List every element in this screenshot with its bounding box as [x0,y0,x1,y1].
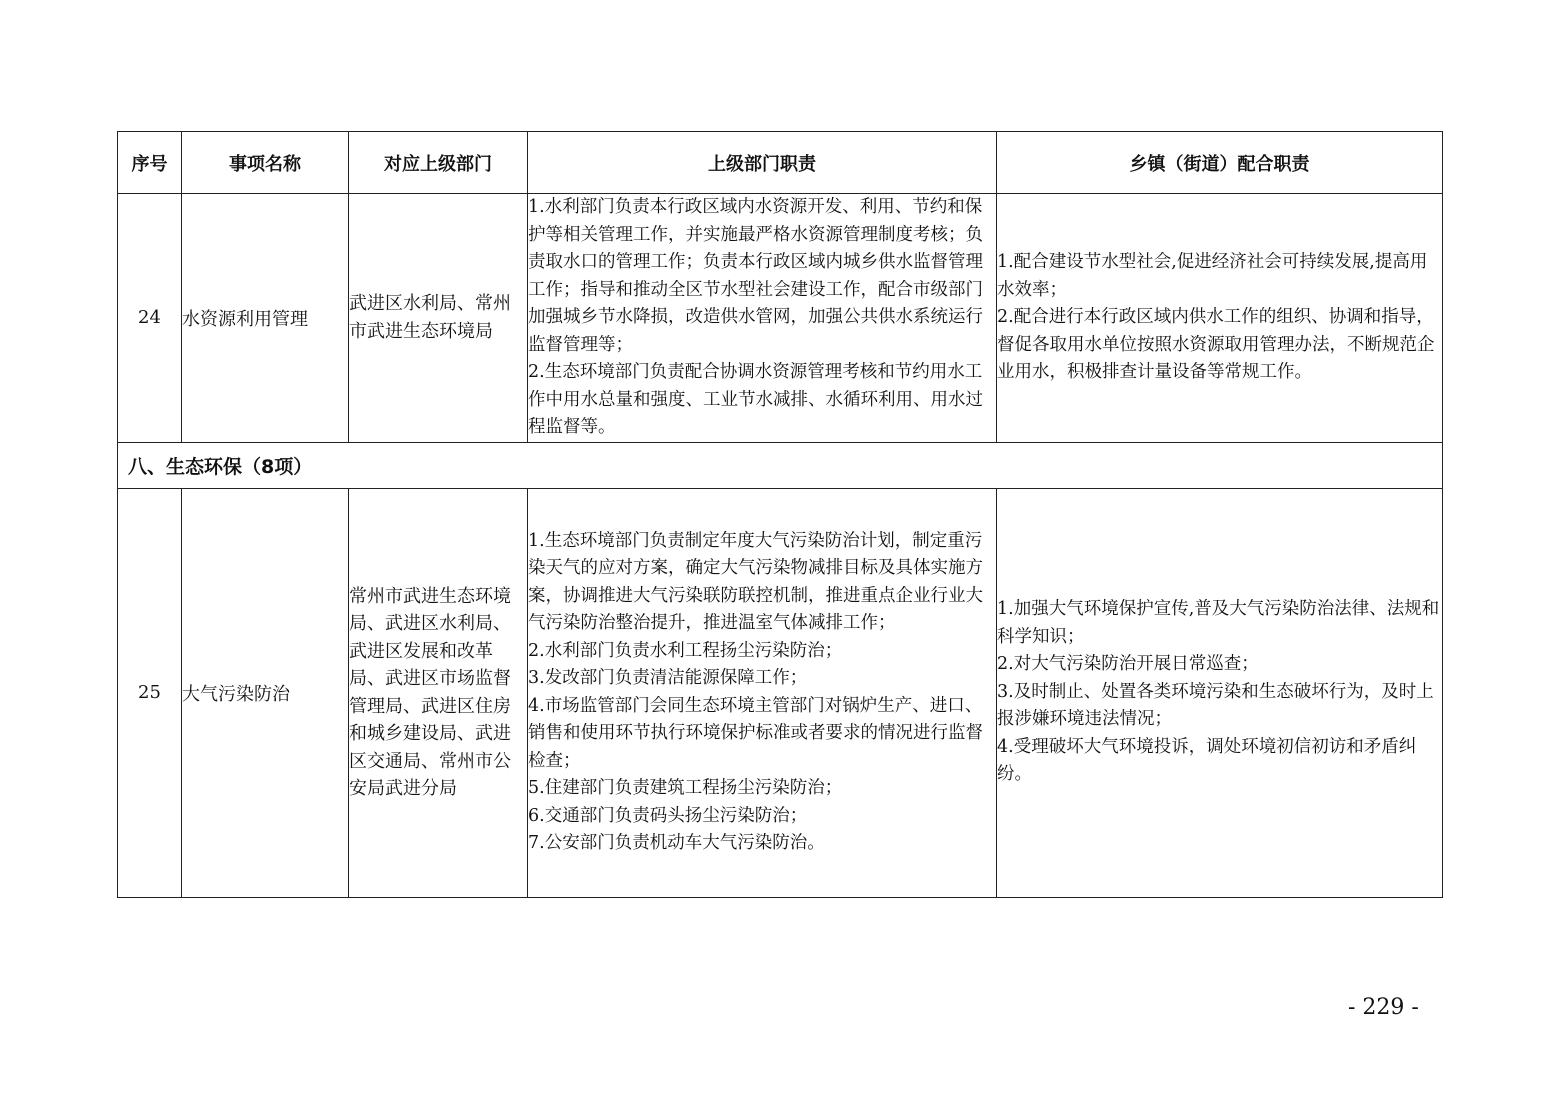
row-number: 25 [118,488,182,897]
row-number: 24 [118,194,182,443]
row-upper-dept: 常州市武进生态环境局、武进区水利局、武进区发展和改革局、武进区市场监督管理局、武进区住房和城乡建设局、武进区交通局、常州市公安局武进分局 [349,488,528,897]
duty-paragraph: 1.配合建设节水型社会,促进经济社会可持续发展,提高用水效率； [997,252,1428,300]
duty-paragraph: 2.配合进行本行政区域内供水工作的组织、协调和指导，督促各取用水单位按照水资源取用管理办法，不断规范企业用水，积极排查计量设备等常规工作。 [997,307,1435,382]
duty-paragraph: 2.水利部门负责水利工程扬尘污染防治； [528,640,843,661]
section-row [118,442,1443,488]
duty-paragraph: 5.住建部门负责建筑工程扬尘污染防治； [528,778,843,798]
duty-paragraph: 2.对大气污染防治开展日常巡查； [997,654,1259,675]
header-seq: 序号 [118,132,182,194]
row-town-duty [997,488,1443,897]
header-upper-dept: 对应上级部门 [349,132,528,194]
duty-paragraph: 6.交通部门负责码头扬尘污染防治； [528,805,808,826]
row-upper-dept: 武进区水利局、常州市武进生态环境局 [349,194,528,443]
row-upper-duty [528,194,997,443]
row-town-duty [997,194,1443,443]
duty-table [117,131,1443,898]
page-number: - 229 - [1348,995,1419,1020]
row-item-name: 大气污染防治 [182,488,349,897]
header-town-duty: 乡镇（街道）配合职责 [997,132,1443,194]
duty-paragraph: 1.加强大气环境保护宣传,普及大气污染防治法律、法规和科学知识； [997,599,1440,647]
table-header-row [118,132,1443,194]
duty-paragraph: 1.水利部门负责本行政区域内水资源开发、利用、节约和保护等相关管理工作，并实施最严格水资源管理制度考核；负责取水口的管理工作；负责本行政区域内城乡供水监督管理工作；指导和推动全区节水型社会建设工作，配合市级部门加强城乡节水降损，改造供水管网，加强公共供水系统运行监督管理等； [528,197,983,355]
duty-paragraph: 4.市场监管部门会同生态环境主管部门对锅炉生产、进口、销售和使用环节执行环境保护标准或者要求的情况进行监督检查； [528,695,983,771]
section-title: 八、生态环保（8项） [118,442,1443,488]
row-item-name: 水资源利用管理 [182,194,349,443]
duty-paragraph: 1.生态环境部门负责制定年度大气污染防治计划，制定重污染天气的应对方案，确定大气污染物减排目标及具体实施方案，协调推进大气污染联防联控机制，推进重点企业行业大气污染防治整治提升，推进温室气体减排工作； [528,530,983,633]
table-row [118,194,1443,443]
table-row [118,488,1443,897]
duty-paragraph: 3.及时制止、处置各类环境污染和生态破坏行为，及时上报涉嫌环境违法情况； [997,681,1434,730]
duty-paragraph: 4.受理破坏大气环境投诉，调处环境初信初访和矛盾纠纷。 [997,736,1417,785]
duty-paragraph: 3.发改部门负责清洁能源保障工作； [528,668,808,688]
header-upper-duty: 上级部门职责 [528,132,997,194]
duty-paragraph: 2.生态环境部门负责配合协调水资源管理考核和节约用水工作中用水总量和强度、工业节水减排、水循环利用、用水过程监督等。 [528,362,983,437]
row-upper-duty [528,488,997,897]
duty-paragraph: 7.公安部门负责机动车大气污染防治。 [528,833,825,853]
header-item-name: 事项名称 [182,132,349,194]
